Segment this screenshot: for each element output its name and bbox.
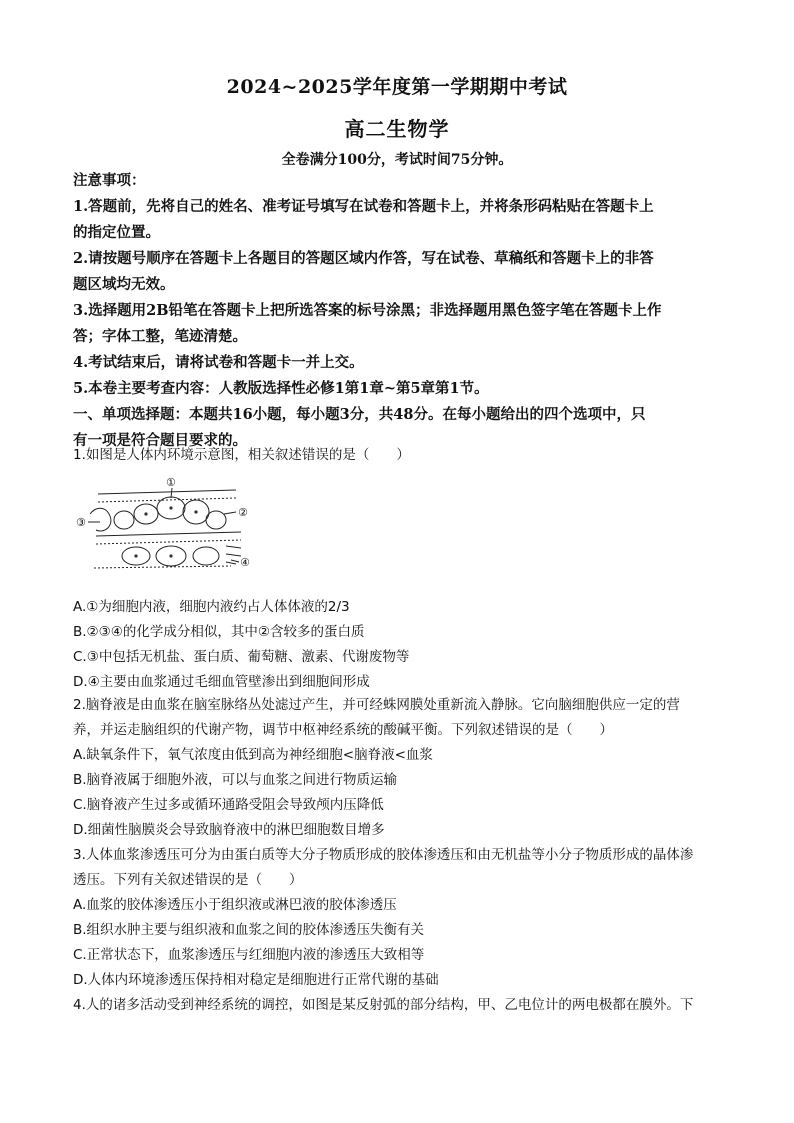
note-line: 的指定位置。 <box>73 224 160 241</box>
question-1-option: D.④主要由血浆通过毛细血管壁渗出到细胞间形成 <box>73 674 370 690</box>
diagram-line <box>94 566 231 568</box>
notes-heading: 注意事项： <box>73 172 146 189</box>
question-2-line: 养，并运走脑组织的代谢产物，调节中枢神经系统的酸碱平衡。下列叙述错误的是（ ） <box>73 722 613 738</box>
cell-outline <box>114 511 134 529</box>
question-2-line: B.脑脊液属于细胞外液，可以与血浆之间进行物质运输 <box>73 772 398 788</box>
diagram-label: ① <box>166 476 176 489</box>
cell-outline <box>206 511 226 529</box>
diagram-line <box>98 490 236 494</box>
question-1-option: C.③中包括无机盐、蛋白质、葡萄糖、激素、代谢废物等 <box>73 649 410 665</box>
cell-nucleus <box>169 506 172 509</box>
exam-info: 全卷满分100分，考试时间75分钟。 <box>281 152 513 168</box>
question-4-line: 4.人的诸多活动受到神经系统的调控，如图是某反射弧的部分结构，甲、乙电位计的两电极都在膜外。下 <box>73 997 694 1013</box>
question-1-option: A.①为细胞内液，细胞内液约占人体体液的2/3 <box>73 599 350 615</box>
question-2-line: D.细菌性脑膜炎会导致脑脊液中的淋巴细胞数目增多 <box>73 822 385 838</box>
note-line: 答；字体工整，笔迹清楚。 <box>73 328 247 345</box>
question-2-line: 2.脑脊液是由血浆在脑室脉络丛处滤过产生，并可经蛛网膜处重新流入静脉。它向脑细胞供应一定的营 <box>73 697 680 713</box>
question-3-line: B.组织水肿主要与组织液和血浆之间的胶体渗透压失衡有关 <box>73 922 425 938</box>
question-3-line: C.正常状态下，血浆渗透压与红细胞内液的渗透压大致相等 <box>73 947 425 963</box>
diagram-label: ③ <box>76 516 86 529</box>
note-line: 1.答题前，先将自己的姓名、准考证号填写在试卷和答题卡上，并将条形码粘贴在答题卡上 <box>73 198 654 215</box>
question-1-stem-block <box>73 443 721 468</box>
section-heading-line: 一、单项选择题：本题共16小题，每小题3分，共48分。在每小题给出的四个选项中，只 <box>73 406 646 423</box>
diagram-leader <box>224 512 236 514</box>
exam-title: 2024~2025学年度第一学期期中考试 <box>226 76 568 98</box>
cell-outline <box>193 547 219 565</box>
cell-nucleus <box>144 512 147 515</box>
question-3-line: D.人体内环境渗透压保持相对稳定是细胞进行正常代谢的基础 <box>73 972 439 988</box>
note-line: 4.考试结束后，请将试卷和答题卡一并上交。 <box>73 354 364 371</box>
subject-title: 高二生物学 <box>344 117 450 141</box>
diagram-line <box>226 546 241 564</box>
internal-environment-diagram <box>76 476 256 581</box>
diagram-leader <box>231 560 239 562</box>
cell-nucleus <box>169 554 172 557</box>
question-1-options <box>73 595 721 695</box>
question-2-line: C.脑脊液产生过多或循环通路受阻会导致颅内压降低 <box>73 797 384 813</box>
diagram-line <box>90 508 111 531</box>
question-3-line: 透压。下列有关叙述错误的是（ ） <box>73 872 303 888</box>
note-line: 2.请按题号顺序在答题卡上各题目的答题区域内作答，写在试卷、草稿纸和答题卡上的非答 <box>73 250 654 267</box>
diagram-line <box>96 540 241 544</box>
note-line: 题区域均无效。 <box>73 276 175 293</box>
diagram-label: ④ <box>240 556 250 569</box>
question-3-line: 3.人体血浆渗透压可分为由蛋白质等大分子物质形成的胶体渗透压和由无机盐等小分子物质形成的晶体渗 <box>73 847 694 863</box>
notes-section <box>73 168 721 454</box>
question-2-line: A.缺氧条件下，氧气浓度由低到高为神经细胞<脑脊液<血浆 <box>73 747 433 763</box>
question-3 <box>73 843 721 993</box>
diagram-line <box>96 532 241 536</box>
question-1-stem: 1.如图是人体内环境示意图，相关叙述错误的是（ ） <box>73 447 410 463</box>
cell-nucleus <box>134 554 137 557</box>
question-2 <box>73 693 721 843</box>
question-1-option: B.②③④的化学成分相似，其中②含较多的蛋白质 <box>73 624 365 640</box>
diagram-label: ② <box>238 506 248 519</box>
section-heading-line: 有一项是符合题目要求的。 <box>73 432 247 449</box>
note-line: 3.选择题用2B铅笔在答题卡上把所选答案的标号涂黑；非选择题用黑色签字笔在答题卡上作 <box>73 302 662 319</box>
diagram-line <box>98 498 236 502</box>
question-4 <box>73 993 721 1018</box>
cell-nucleus <box>194 510 197 513</box>
note-line: 5.本卷主要考查内容：人教版选择性必修1第1章~第5章第1节。 <box>73 380 489 397</box>
diagram-leader <box>171 488 172 498</box>
question-3-line: A.血浆的胶体渗透压小于组织液或淋巴液的胶体渗透压 <box>73 897 397 913</box>
